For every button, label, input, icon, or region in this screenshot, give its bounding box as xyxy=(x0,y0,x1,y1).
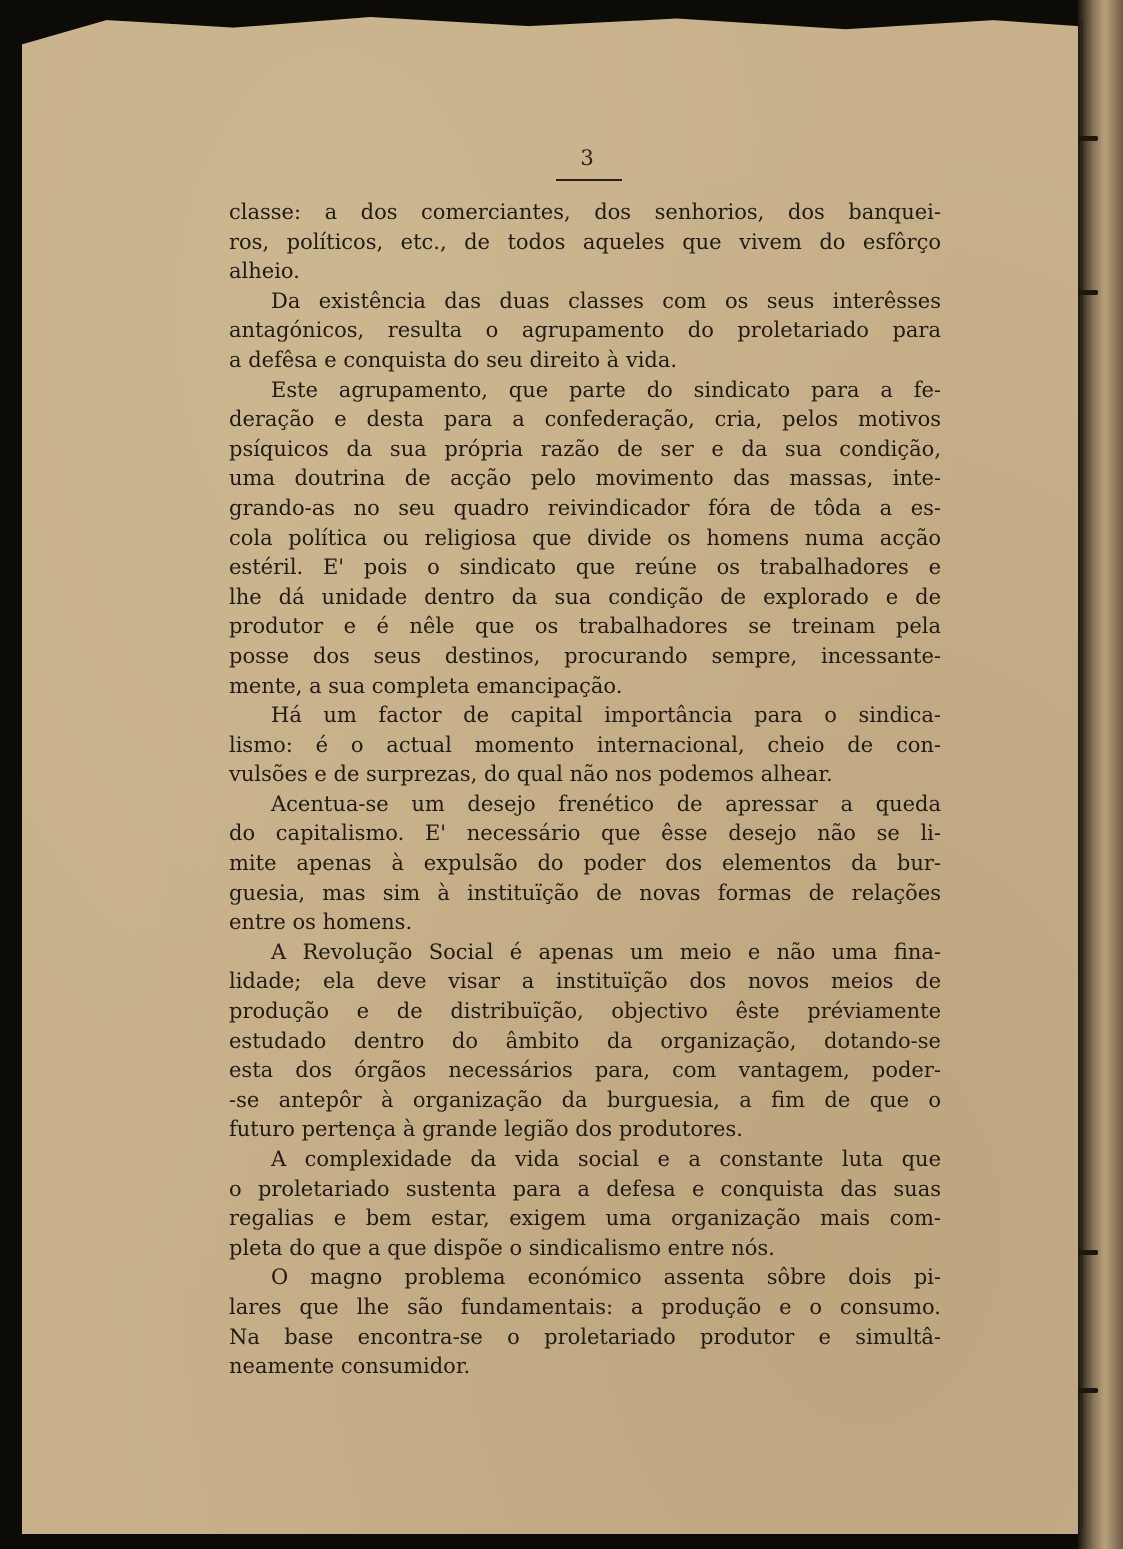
text-line: guesia, mas sim à instituïção de novas formas de relações xyxy=(229,880,941,905)
text-line: estéril. E' pois o sindicato que reúne os trabalhadores e xyxy=(229,555,941,580)
text-line: entre os homens. xyxy=(229,910,413,935)
page-number-rule xyxy=(556,179,622,181)
page-number: 3 xyxy=(580,146,594,170)
text-line: -se antepôr à organização da burguesia, a fim de que o xyxy=(229,1087,941,1112)
text-line: vulsões e de surprezas, do qual não nos podemos alhear. xyxy=(229,762,833,787)
body-text xyxy=(229,198,941,1382)
text-line: neamente consumidor. xyxy=(229,1354,471,1379)
text-line: O magno problema económico assenta sôbre dois pi- xyxy=(271,1265,941,1290)
text-line: alheio. xyxy=(229,259,300,284)
text-line: cola política ou religiosa que divide os homens numa acção xyxy=(229,525,941,550)
text-line: futuro pertença à grande legião dos produtores. xyxy=(229,1117,743,1142)
text-line: posse dos seus destinos, procurando sempre, incessante- xyxy=(229,643,941,668)
text-line: Há um factor de capital importância para o sindica- xyxy=(271,703,941,728)
text-line: grando-as no seu quadro reivindicador fóra de tôda a es- xyxy=(229,495,941,520)
text-line: A Revolução Social é apenas um meio e não uma fina- xyxy=(271,939,941,964)
fold-line xyxy=(1080,20,1083,1530)
text-line: psíquicos da sua própria razão de ser e da sua condição, xyxy=(229,436,941,461)
text-line: do capitalismo. E' necessário que êsse desejo não se li- xyxy=(229,821,941,846)
text-line: lares que lhe são fundamentais: a produção e o consumo. xyxy=(229,1294,941,1319)
text-line: Na base encontra-se o proletariado produtor e simultâ- xyxy=(229,1324,941,1349)
text-line: Este agrupamento, que parte do sindicato para a fe- xyxy=(271,377,941,402)
text-line: A complexidade da vida social e a constante luta que xyxy=(271,1147,941,1171)
text-line: estudado dentro do âmbito da organização, dotando-se xyxy=(229,1028,941,1053)
text-line: mente, a sua completa emancipação. xyxy=(229,673,623,698)
text-line: deração e desta para a confederação, cria, pelos motivos xyxy=(229,407,941,432)
text-line: produtor e é nêle que os trabalhadores se treinam pela xyxy=(229,614,941,639)
text-line: o proletariado sustenta para a defesa e conquista das suas xyxy=(229,1176,941,1201)
text-line: regalias e bem estar, exigem uma organização mais com- xyxy=(229,1206,941,1231)
text-line: produção e de distribuïção, objectivo êste préviamente xyxy=(229,999,941,1024)
text-line: classe: a dos comerciantes, dos senhorios, dos banquei- xyxy=(229,200,941,224)
text-line: ros, políticos, etc., de todos aqueles que vivem do esfôrço xyxy=(229,229,941,254)
text-line: antagónicos, resulta o agrupamento do proletariado para xyxy=(229,318,941,343)
text-line: esta dos órgãos necessários para, com vantagem, poder- xyxy=(229,1058,941,1083)
text-line: Da existência das duas classes com os seus interêsses xyxy=(271,288,941,313)
text-line: lidade; ela deve visar a instituïção dos novos meios de xyxy=(229,969,941,994)
text-line: mite apenas à expulsão do poder dos elementos da bur- xyxy=(229,851,941,876)
text-line: pleta do que a que dispõe o sindicalismo entre nós. xyxy=(229,1235,775,1260)
text-line: lismo: é o actual momento internacional, cheio de con- xyxy=(229,732,941,757)
binding-edge xyxy=(1078,0,1123,1549)
text-line: Acentua-se um desejo frenético de apressar a queda xyxy=(271,791,941,816)
text-line: lhe dá unidade dentro da sua condição de explorado e de xyxy=(229,584,941,609)
text-line: a defêsa e conquista do seu direito à vida. xyxy=(229,347,678,372)
text-line: uma doutrina de acção pelo movimento das massas, inte- xyxy=(229,466,941,491)
